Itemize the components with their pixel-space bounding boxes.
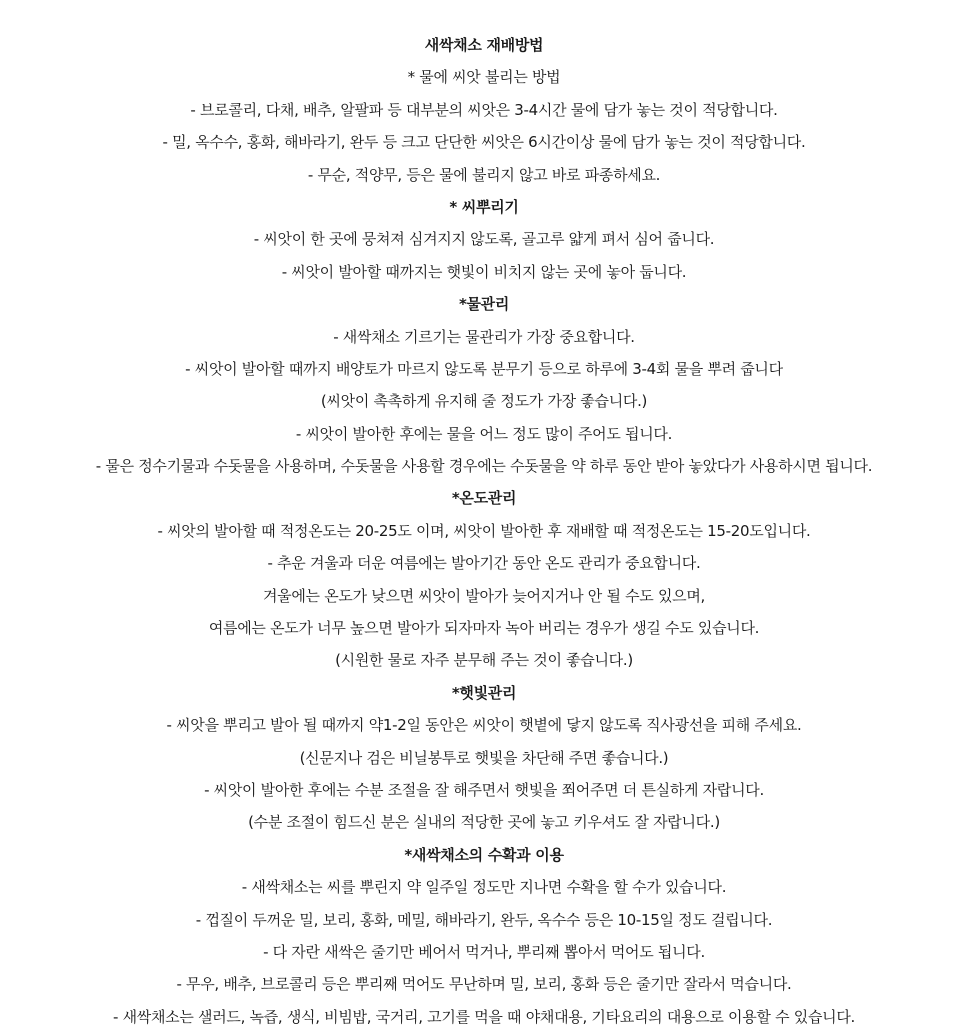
section-heading-soaking: * 물에 씨앗 불리는 방법	[407, 68, 561, 87]
text-line: 여름에는 온도가 너무 높으면 발아가 되자마자 녹아 버리는 경우가 생길 수도 있습니다.	[208, 619, 760, 638]
text-line: - 밀, 옥수수, 홍화, 해바라기, 완두 등 크고 단단한 씨앗은 6시간이상 물에 담가 놓는 것이 적당합니다.	[162, 133, 806, 152]
text-line: - 껍질이 두꺼운 밀, 보리, 홍화, 메밀, 해바라기, 완두, 옥수수 등은 10-15일 정도 걸립니다.	[195, 910, 773, 929]
section-heading-temperature: *온도관리	[451, 489, 517, 508]
text-line: (신문지나 검은 비닐봉투로 햇빛을 차단해 주면 좋습니다.)	[299, 748, 669, 767]
text-line: - 새싹채소 기르기는 물관리가 가장 중요합니다.	[333, 327, 635, 346]
text-line: - 씨앗이 발아할 때까지 배양토가 마르지 않도록 분무기 등으로 하루에 3-4회 물을 뿌려 줍니다	[185, 359, 783, 378]
text-line: - 브로콜리, 다채, 배추, 알팔파 등 대부분의 씨앗은 3-4시간 물에 담가 놓는 것이 적당합니다.	[190, 100, 778, 119]
text-line: - 씨앗이 한 곳에 뭉쳐져 심겨지지 않도록, 골고루 얇게 펴서 심어 줍니다.	[253, 230, 715, 249]
text-line: - 씨앗의 발아할 때 적정온도는 20-25도 이며, 씨앗이 발아한 후 재배할 때 적정온도는 15-20도입니다.	[157, 521, 811, 540]
text-line: - 무순, 적양무, 등은 물에 불리지 않고 바로 파종하세요.	[307, 165, 661, 184]
text-line: - 새싹채소는 씨를 뿌린지 약 일주일 정도만 지나면 수확을 할 수가 있습니다.	[241, 878, 727, 897]
section-heading-sowing: * 씨뿌리기	[449, 197, 519, 216]
text-line: (수분 조절이 힘드신 분은 실내의 적당한 곳에 놓고 키우셔도 잘 자랍니다.)	[248, 813, 720, 832]
section-heading-sunlight: *햇빛관리	[451, 683, 517, 702]
text-line: - 새싹채소는 샐러드, 녹즙, 생식, 비빔밥, 국거리, 고기를 먹을 때 야채대용, 기타요리의 대용으로 이용할 수 있습니다.	[113, 1007, 855, 1026]
page-title: 새싹채소 재배방법	[424, 36, 544, 54]
text-line: - 무우, 배추, 브로콜리 등은 뿌리째 먹어도 무난하며 밀, 보리, 홍화 등은 줄기만 잘라서 먹습니다.	[176, 975, 792, 994]
text-line: 겨울에는 온도가 낮으면 씨앗이 발아가 늦어지거나 안 될 수도 있으며,	[262, 586, 705, 605]
text-line: - 추운 겨울과 더운 여름에는 발아기간 동안 온도 관리가 중요합니다.	[267, 554, 701, 573]
text-line: - 물은 정수기물과 수돗물을 사용하며, 수돗물을 사용할 경우에는 수돗물을 약 하루 동안 받아 놓았다가 사용하시면 됩니다.	[95, 457, 873, 476]
section-heading-watering: *물관리	[458, 295, 510, 314]
text-line: - 다 자란 새싹은 줄기만 베어서 먹거나, 뿌리째 뽑아서 먹어도 됩니다.	[263, 942, 705, 961]
text-line: (씨앗이 촉촉하게 유지해 줄 정도가 가장 좋습니다.)	[320, 392, 648, 411]
text-line: - 씨앗을 뿌리고 발아 될 때까지 약1-2일 동안은 씨앗이 햇볕에 닿지 않도록 직사광선을 피해 주세요.	[166, 716, 802, 735]
text-line: (시원한 물로 자주 분무해 주는 것이 좋습니다.)	[335, 651, 633, 670]
text-line: - 씨앗이 발아한 후에는 물을 어느 정도 많이 주어도 됩니다.	[295, 424, 673, 443]
text-line: - 씨앗이 발아한 후에는 수분 조절을 잘 해주면서 햇빛을 쬐어주면 더 튼실하게 자랍니다.	[204, 780, 764, 799]
section-heading-harvest: *새싹채소의 수확과 이용	[404, 845, 564, 864]
text-line: - 씨앗이 발아할 때까지는 햇빛이 비치지 않는 곳에 놓아 둡니다.	[281, 262, 687, 281]
